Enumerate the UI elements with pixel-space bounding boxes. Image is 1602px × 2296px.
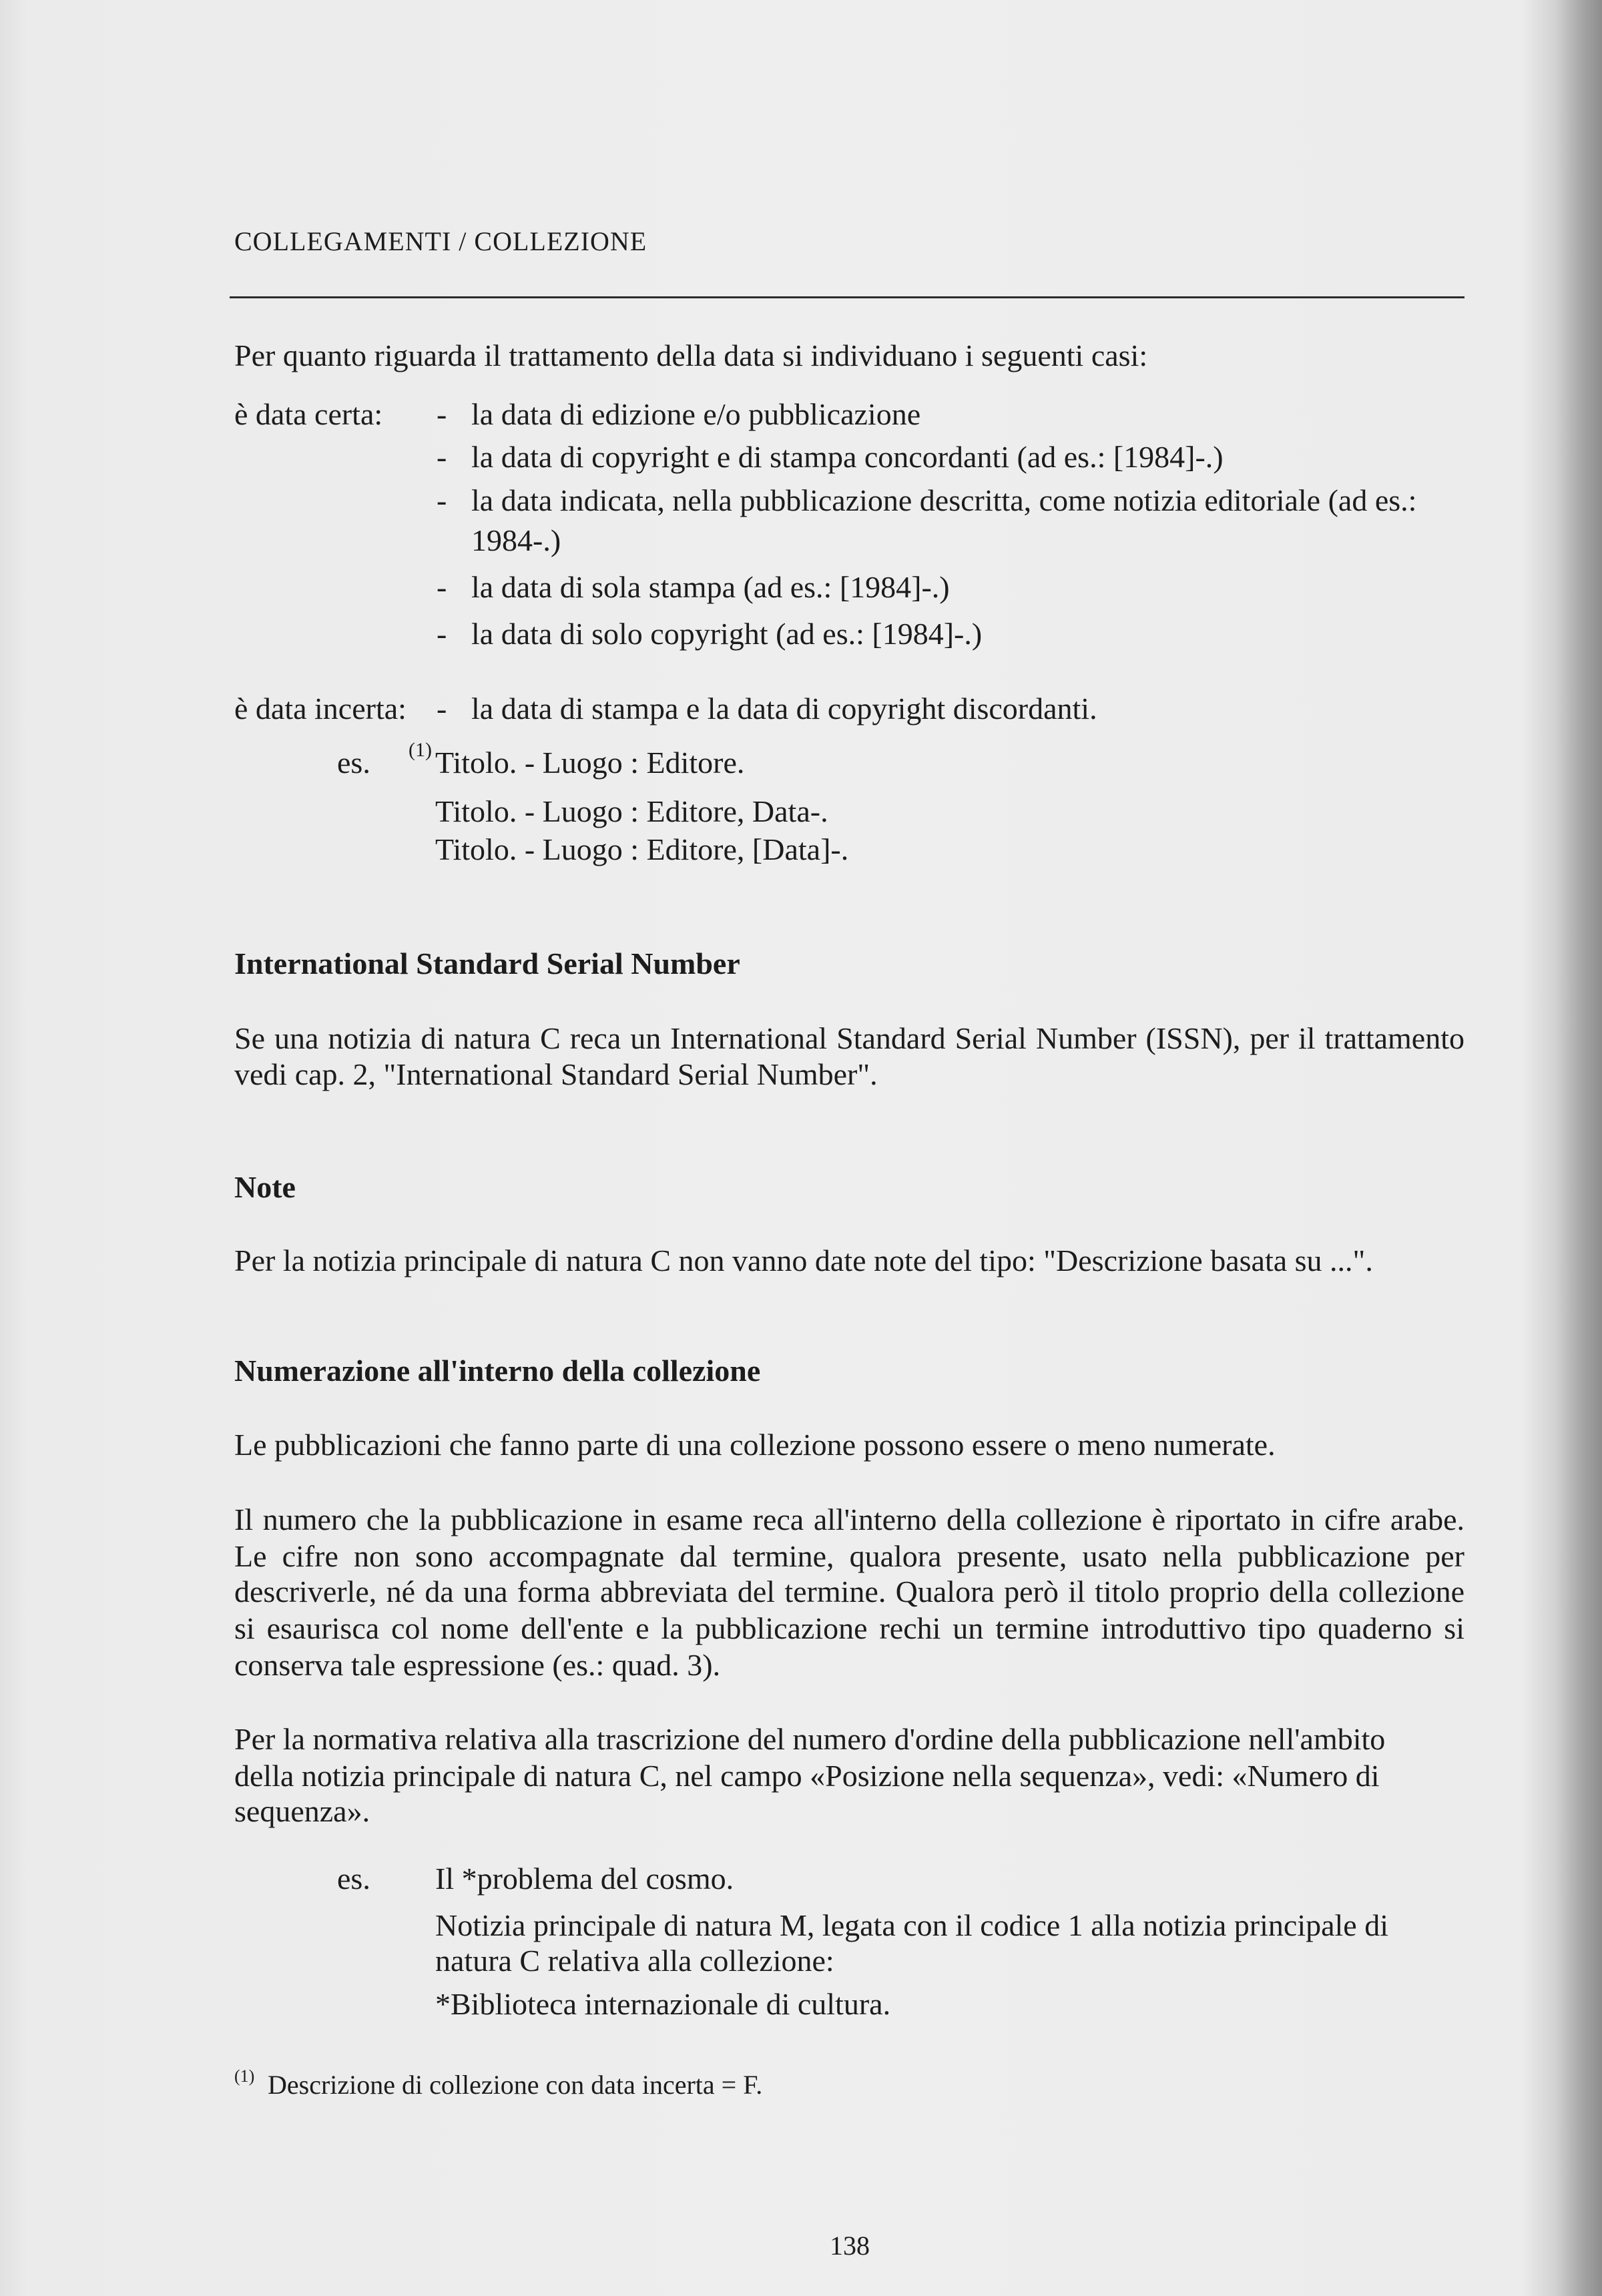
example-label: es. (337, 1861, 370, 1896)
page-number: 138 (830, 2231, 870, 2261)
date-case-item-continuation: 1984-.) (471, 523, 561, 557)
paragraph-line: vedi cap. 2, "International Standard Serial Number". (234, 1057, 878, 1091)
date-case-item: la data di edizione e/o pubblicazione (471, 397, 921, 431)
example-line: Titolo. - Luogo : Editore, Data-. (435, 794, 828, 828)
date-case-item: la data di solo copyright (ad es.: [1984]-.) (471, 617, 983, 651)
date-case-item: la data di copyright e di stampa concordanti (ad es.: [1984]-.) (471, 440, 1224, 474)
paragraph-line: conserva tale espressione (es.: quad. 3). (234, 1648, 721, 1682)
list-dash: - (437, 483, 447, 517)
section-heading-issn: International Standard Serial Number (234, 946, 740, 980)
list-dash: - (437, 440, 447, 474)
section-heading-note: Note (234, 1170, 296, 1204)
example-line: natura C relativa alla collezione: (435, 1944, 834, 1978)
date-case-item: la data di sola stampa (ad es.: [1984]-.) (471, 570, 950, 604)
intro-text: Per quanto riguarda il trattamento della data si individuano i seguenti casi: (234, 338, 1148, 372)
list-dash: - (437, 570, 447, 604)
example-line: *Biblioteca internazionale di cultura. (435, 1987, 891, 2021)
example-line: Notizia principale di natura M, legata con il codice 1 alla notizia principale di (435, 1908, 1388, 1942)
running-header: COLLEGAMENTI / COLLEZIONE (234, 226, 647, 256)
paragraph-line: Le pubblicazioni che fanno parte di una collezione possono essere o meno numerate. (234, 1428, 1276, 1462)
paragraph-line: Il numero che la pubblicazione in esame reca all'interno della collezione è riportato in cifre arabe. (234, 1502, 1464, 1536)
date-certain-label: è data certa: (234, 397, 383, 431)
paragraph-line: si esaurisca col nome dell'ente e la pubblicazione rechi un termine introduttivo tipo quaderno si (234, 1611, 1464, 1645)
paragraph-line: Per la notizia principale di natura C non vanno date note del tipo: "Descrizione basata su ...". (234, 1243, 1373, 1277)
paragraph-line: Per la normativa relativa alla trascrizione del numero d'ordine della pubblicazione nell'ambito (234, 1722, 1386, 1756)
example-label: es. (337, 746, 370, 780)
paragraph-line: sequenza». (234, 1794, 370, 1828)
example-line: Titolo. - Luogo : Editore. (435, 746, 745, 780)
list-dash: - (437, 397, 447, 431)
footnote-reference: (1) (409, 739, 432, 761)
header-rule (230, 296, 1464, 298)
date-case-item: la data di stampa e la data di copyright discordanti. (471, 691, 1097, 726)
example-line: Titolo. - Luogo : Editore, [Data]-. (435, 832, 849, 866)
paragraph-line: Se una notizia di natura C reca un International Standard Serial Number (ISSN), per il trattamento (234, 1021, 1464, 1055)
section-heading-numbering: Numerazione all'interno della collezione (234, 1354, 761, 1388)
date-case-item: la data indicata, nella pubblicazione descritta, come notizia editoriale (ad es.: (471, 483, 1417, 517)
paragraph-line: Le cifre non sono accompagnate dal termine, qualora presente, usato nella pubblicazione per (234, 1539, 1464, 1573)
footnote-text: Descrizione di collezione con data incerta = F. (268, 2070, 763, 2100)
list-dash: - (437, 691, 447, 726)
paragraph-line: della notizia principale di natura C, nel campo «Posizione nella sequenza», vedi: «Numero di (234, 1759, 1380, 1793)
date-uncertain-label: è data incerta: (234, 691, 407, 726)
list-dash: - (437, 617, 447, 651)
footnote-mark: (1) (234, 2066, 255, 2086)
paragraph-line: descriverle, né da una forma abbreviata del termine. Qualora però il titolo proprio della collezione (234, 1574, 1464, 1609)
example-line: Il *problema del cosmo. (435, 1861, 734, 1896)
